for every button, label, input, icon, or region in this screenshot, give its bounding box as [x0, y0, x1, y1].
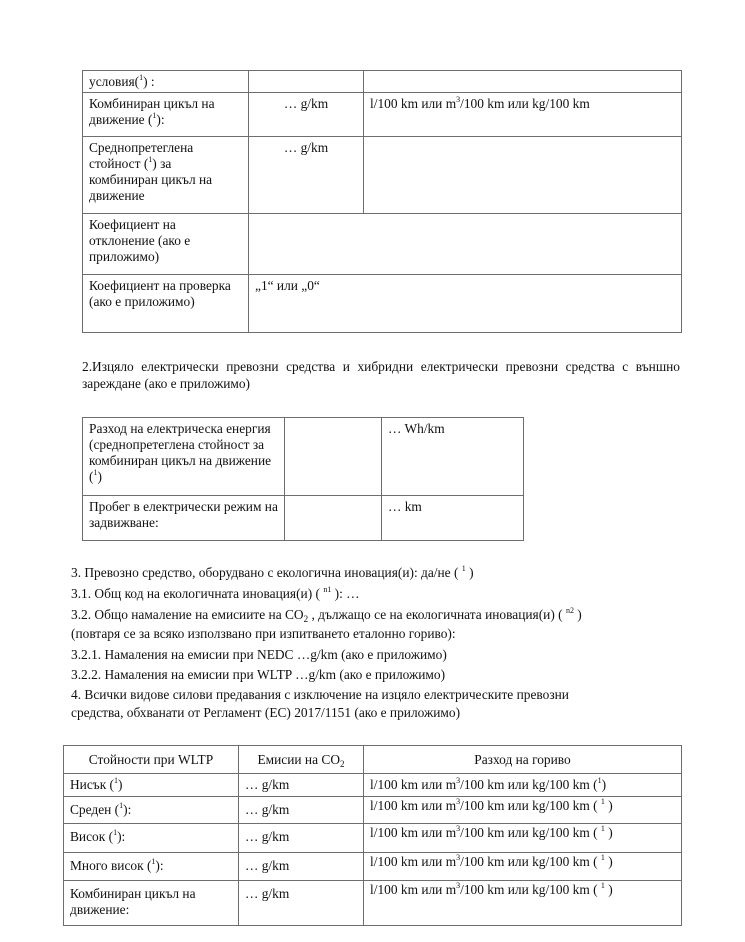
wltp-values-table — [63, 745, 682, 926]
table-row — [83, 496, 524, 541]
fuel-consumption-cell[interactable]: l/100 km или $m^3/100$ km или kg/100 km ( $^1$ ) — [364, 797, 682, 824]
eco-innovation-line: 3. Превозно средство, оборудвано с екологична иновация(и): да/не ( $^1$ ) — [71, 564, 474, 580]
co2-value-cell[interactable]: … g/km — [239, 824, 364, 853]
co2-value-cell[interactable]: … g/km — [239, 774, 364, 797]
table-row — [83, 418, 524, 496]
table-row — [64, 797, 682, 824]
co2-reduction-line: 3.2. Общо намаление на емисиите на $CO_2$ , дължащо се на екологичната иновация(и) ( $^{n2}$ ) — [71, 606, 582, 624]
table-header-row — [64, 746, 682, 774]
deviation-factor-label: Коефициент на отклонение (ако е приложимо) — [83, 214, 249, 275]
co2-value-cell[interactable]: … g/km — [239, 853, 364, 881]
section-4-heading-line2: средства, обхванати от Регламент (ЕС) 2017/1151 (ако е приложимо) — [71, 705, 461, 720]
phase-label: Нисък ($^1$) — [64, 774, 239, 797]
deviation-factor-value[interactable] — [249, 214, 682, 275]
table-row — [83, 71, 682, 93]
co2-value-cell[interactable]: … g/km — [249, 137, 364, 214]
row-label: Пробег в електрически режим на задвижване: — [83, 496, 285, 541]
row-label: Разход на електрическа енергия (среднопретеглена стойност за комбиниран цикъл на движение ($^1$) — [83, 418, 285, 496]
phase-label: Висок ($^1$): — [64, 824, 239, 853]
fuel-consumption-cell[interactable]: l/100 km или $m^3/100$ km или kg/100 km ($^1$) — [364, 774, 682, 797]
phase-label: Комбиниран цикъл на движение: — [64, 881, 239, 926]
fuel-consumption-cell[interactable]: l/100 km или $m^3/100$ km или kg/100 km ( $^1$ ) — [364, 853, 682, 881]
fuel-consumption-cell[interactable]: l/100 km или $m^3/100$ km или kg/100 km ( $^1$ ) — [364, 881, 682, 926]
section-4-heading-line1: 4. Всички видове силови предавания с изключение на изцяло електрическите превозни — [71, 687, 569, 702]
value-cell[interactable] — [249, 71, 364, 93]
value-cell[interactable] — [364, 71, 682, 93]
nedc-reduction-line: 3.2.1. Намаления на емисии при NEDC …g/km (ако е приложимо) — [71, 647, 447, 662]
section-2-heading: 2.Изцяло електрически превозни средства и хибридни електрически превозни средства с външно зареждане (ако е приложимо) — [82, 359, 680, 391]
table-row — [83, 93, 682, 137]
verification-factor-label: Коефициент на проверка (ако е приложимо) — [83, 275, 249, 333]
table-row — [64, 774, 682, 797]
value-cell[interactable] — [285, 418, 382, 496]
reference-fuel-note: (повтаря се за всяко използвано при изпитването еталонно гориво): — [71, 626, 456, 641]
emissions-table-continued — [82, 70, 682, 333]
row-label: Среднопретеглена стойност ($^1$) за комбиниран цикъл на движение — [83, 137, 249, 214]
table-row — [83, 275, 682, 333]
table-row — [64, 881, 682, 926]
co2-value-cell[interactable]: … g/km — [239, 797, 364, 824]
phase-label: Среден ($^1$): — [64, 797, 239, 824]
wltp-reduction-line: 3.2.2. Намаления на емисии при WLTP …g/km (ако е приложимо) — [71, 667, 446, 682]
electric-range-cell[interactable]: … km — [382, 496, 524, 541]
row-label: Комбиниран цикъл на движение ($^1$): — [83, 93, 249, 137]
fuel-consumption-cell[interactable]: l/100 km или $m^3/100$ km или kg/100 km — [364, 93, 682, 137]
row-label: условия($^1$) : — [83, 71, 249, 93]
header-wltp-values: Стойности при WLTP — [64, 746, 239, 774]
table-row — [64, 853, 682, 881]
table-row — [64, 824, 682, 853]
fuel-consumption-cell[interactable]: l/100 km или $m^3/100$ km или kg/100 km ( $^1$ ) — [364, 824, 682, 853]
table-row — [83, 137, 682, 214]
co2-value-cell[interactable]: … g/km — [249, 93, 364, 137]
phase-label: Много висок ($^1$): — [64, 853, 239, 881]
eco-innovation-code-line: 3.1. Общ код на екологичната иновация(и) ( $^{n1}$ ): … — [71, 585, 360, 601]
electric-vehicle-table — [82, 417, 524, 541]
co2-value-cell[interactable]: … g/km — [239, 881, 364, 926]
energy-consumption-cell[interactable]: … Wh/km — [382, 418, 524, 496]
header-co2-emissions: Емисии на $CO_2$ — [239, 746, 364, 774]
value-cell[interactable] — [285, 496, 382, 541]
header-fuel-consumption: Разход на гориво — [364, 746, 682, 774]
value-cell[interactable] — [364, 137, 682, 214]
table-row — [83, 214, 682, 275]
verification-factor-value[interactable]: „1“ или „0“ — [249, 275, 682, 333]
